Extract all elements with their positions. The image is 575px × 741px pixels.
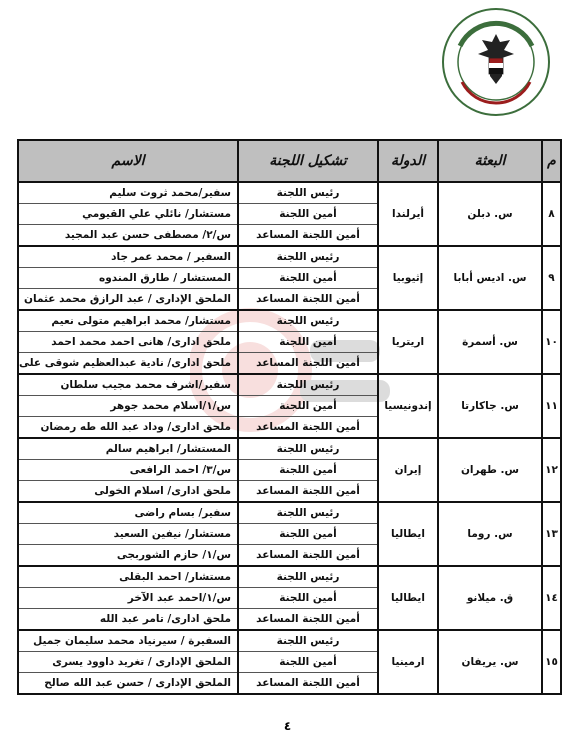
committee-role: أمين اللجنة المساعد [256,613,360,625]
member-name: مستشار/ نيفين السعيد [19,524,237,545]
member-name: سفير/اشرف محمد مجيب سلطان [19,375,237,396]
page-number: ٤ [283,719,292,733]
header-m: م [542,140,561,182]
header-name: الاسم [18,140,238,182]
names-cell [18,374,238,438]
member-name: سفير/محمد ثروت سليم [19,183,237,204]
row-number: ١٤ [542,566,561,630]
mission-cell: س. أسمرة [438,310,542,374]
member-name: المستشار / طارق المندوه [19,268,237,289]
committee-role: أمين اللجنة [239,268,377,289]
mission-cell: س. روما [438,502,542,566]
country-cell: ايطاليا [378,566,438,630]
committee-role: رئيس اللجنة [239,183,377,204]
eagle-seal-icon [440,6,552,118]
committee-role: رئيس اللجنة [239,567,377,588]
member-name: ملحق ادارى/ وداد عبد الله طه رمضان [40,421,231,433]
election-committee-table [17,139,562,695]
committee-role: أمين اللجنة [239,332,377,353]
row-number: ١٠ [542,310,561,374]
names-cell [18,566,238,630]
table-row [18,310,561,374]
member-name: س/٣/ احمد الرافعى [19,460,237,481]
names-cell [18,438,238,502]
row-number: ١٢ [542,438,561,502]
row-number: ١٣ [542,502,561,566]
committee-role: أمين اللجنة [239,396,377,417]
member-name: س/١/احمد عبد الآخر [19,588,237,609]
country-cell: ارمينيا [378,630,438,694]
table-row [18,182,561,246]
formation-cell [238,310,378,374]
committee-role: رئيس اللجنة [239,311,377,332]
committee-role: رئيس اللجنة [239,247,377,268]
member-name: ملحق ادارى/ هانى احمد محمد احمد [19,332,237,353]
names-cell [18,502,238,566]
mission-cell: س. يريفان [438,630,542,694]
committee-role: رئيس اللجنة [239,439,377,460]
mission-cell: س. طهران [438,438,542,502]
formation-cell [238,182,378,246]
committee-role: أمين اللجنة [239,652,377,673]
member-name: السفيرة / سيرنياد محمد سليمان جميل [19,631,237,652]
committee-role: أمين اللجنة المساعد [256,293,360,305]
national-election-authority-logo [440,6,552,118]
member-name: سفير/ بسام راضى [19,503,237,524]
table-row [18,246,561,310]
member-name: الملحق الإدارى / حسن عبد الله صالح [44,677,231,689]
mission-cell: س. اديس أبابا [438,246,542,310]
country-cell: اريتريا [378,310,438,374]
country-cell: ايطاليا [378,502,438,566]
member-name: ملحق ادارى/ تامر عبد الله [99,613,231,625]
mission-cell: ق. ميلانو [438,566,542,630]
committee-role: أمين اللجنة المساعد [256,549,360,561]
names-cell [18,310,238,374]
mission-cell: س. جاكارتا [438,374,542,438]
table-row [18,566,561,630]
member-name: ملحق ادارى/ اسلام الخولى [94,485,231,497]
formation-cell [238,374,378,438]
committee-role: رئيس اللجنة [239,631,377,652]
committee-role: أمين اللجنة [239,460,377,481]
country-cell: إثيوبيا [378,246,438,310]
formation-cell [238,246,378,310]
formation-cell [238,630,378,694]
country-cell: إندونيسيا [378,374,438,438]
member-name: الملحق الإدارى / عبد الرازق محمد عثمان [24,293,231,305]
member-name: س/٢/ مصطفى حسن عبد المجيد [64,229,231,241]
row-number: ٩ [542,246,561,310]
country-cell: إيران [378,438,438,502]
names-cell [18,182,238,246]
committee-role: أمين اللجنة [239,524,377,545]
member-name: س/١/ حازم الشوربجى [116,549,231,561]
table-row [18,374,561,438]
country-cell: أيرلندا [378,182,438,246]
table-row [18,438,561,502]
formation-cell [238,502,378,566]
member-name: مستشار/ محمد ابراهيم متولى نعيم [19,311,237,332]
names-cell [18,246,238,310]
table-row [18,630,561,694]
mission-cell: س. دبلن [438,182,542,246]
committee-role: رئيس اللجنة [239,503,377,524]
member-name: السفير / محمد عمر جاد [19,247,237,268]
row-number: ١١ [542,374,561,438]
row-number: ٨ [542,182,561,246]
committee-role: أمين اللجنة [239,588,377,609]
member-name: المستشار/ ابراهيم سالم [19,439,237,460]
member-name: الملحق الإدارى / تغريد داوود يسرى [19,652,237,673]
header-formation: تشكيل اللجنة [238,140,378,182]
committee-role: أمين اللجنة المساعد [256,677,360,689]
committee-role: رئيس اللجنة [239,375,377,396]
committee-role: أمين اللجنة المساعد [256,229,360,241]
formation-cell [238,438,378,502]
names-cell [18,630,238,694]
committee-role: أمين اللجنة [239,204,377,225]
member-name: س/١/اسلام محمد جوهر [19,396,237,417]
member-name: ملحق ادارى/ نادية عبدالعظيم شوقى على [19,357,231,369]
member-name: مستشار/ نائلي علي القيومي [19,204,237,225]
member-name: مستشار/ احمد البقلى [19,567,237,588]
header-country: الدولة [378,140,438,182]
table-header-row [18,140,561,182]
committee-role: أمين اللجنة المساعد [256,421,360,433]
committee-role: أمين اللجنة المساعد [256,357,360,369]
header-mission: البعثة [438,140,542,182]
formation-cell [238,566,378,630]
table-row [18,502,561,566]
row-number: ١٥ [542,630,561,694]
committee-role: أمين اللجنة المساعد [256,485,360,497]
